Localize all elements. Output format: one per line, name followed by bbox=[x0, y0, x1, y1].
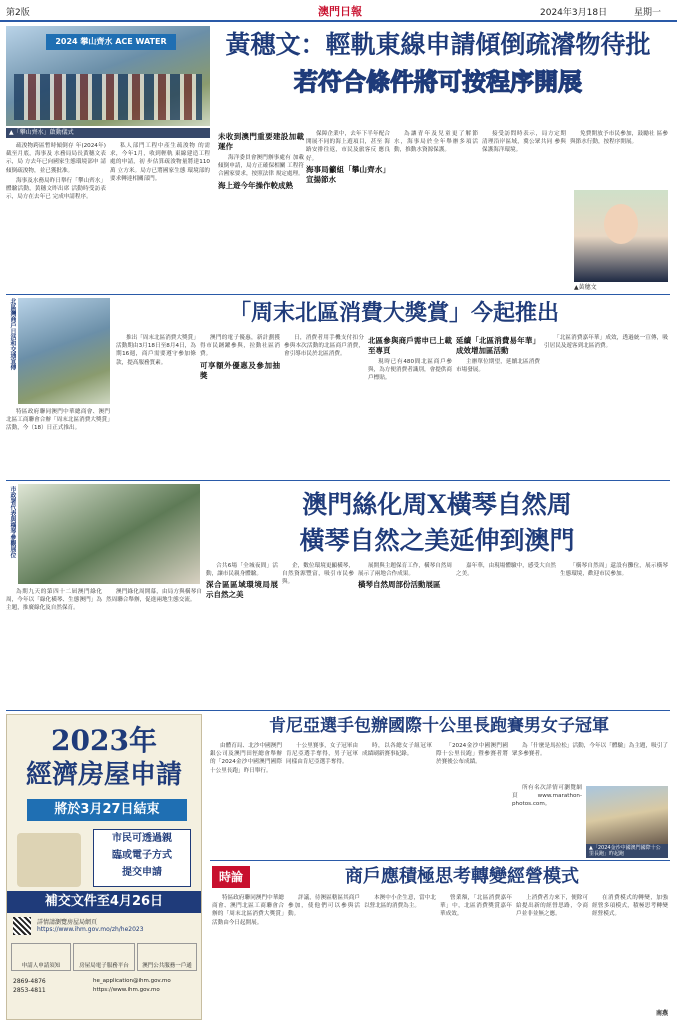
contact-email: he_application@ihm.gov.mo bbox=[93, 978, 171, 984]
article1-subhead1: 未收到澳門重要建設加載運作 bbox=[218, 132, 304, 151]
issue-date: 2024年3月18日 bbox=[540, 8, 608, 18]
article2-subhead2: 北區參與商戶需申已上載至專頁 bbox=[368, 336, 452, 355]
housing-ad-illustration bbox=[17, 833, 81, 887]
article2-subhead1: 可享額外優惠及參加抽獎 bbox=[200, 360, 280, 380]
article4-col1: 由體育局、北沙中國澳門銀公司及澳門田徑總會舉辦的「2024金沙中國澳門國際十公里長跑」昨日舉行。 bbox=[210, 743, 282, 774]
article5-col4: 營業額，「北區消費嘉年華」中，北區消費獎賞嘉年華成效。 bbox=[440, 895, 512, 918]
section-divider bbox=[6, 480, 670, 481]
article4-col5: 為「什麼是馬拉松」活動，今年以「體驗」為主題，吸引了眾多參賽者。 bbox=[512, 743, 668, 758]
portrait-face bbox=[604, 204, 638, 244]
article5-byline: 南燕 bbox=[655, 1010, 668, 1017]
article1-subhead2: 海上遊今年操作較成熟 bbox=[218, 180, 293, 190]
housing-ad-footer: 補交文件至4月26日 bbox=[7, 891, 201, 913]
housing-ad-phones bbox=[13, 977, 93, 995]
housing-ad-contacts bbox=[93, 977, 199, 995]
article2-col1: 特區政府聯同澳門中華總商會、澳門北區工商聯會合辦「周末北區消費大獎賞」活動，今（18）日正式推出。 bbox=[6, 409, 110, 432]
article2-col2: 推出「周末北區消費大獎賞」活動期由3月18日至8月4日，為期16週，商戶需要遵守參加條款，提高服務質素。 bbox=[116, 335, 196, 366]
article4-col3: 時，以各總女子組冠軍成績刷新賽事紀錄。 bbox=[362, 743, 432, 758]
portrait-photo bbox=[574, 190, 668, 282]
article3-col1: 為期九天的第四十二屆澳門綠化周，今年以「綠化橫琴、生態澳門」為主題，推廣綠化及自然保育。 bbox=[6, 589, 102, 612]
housing-ad-url: https://www.ihm.gov.mo/zh/he2023 bbox=[37, 926, 144, 933]
article4-col2: 十公里賽事，女子冠軍由肯尼亞選手奪得，男子冠軍同樣由肯尼亞選手奪得。 bbox=[286, 743, 358, 766]
article3-subhead2: 橫琴自然周部份活動展區 bbox=[358, 580, 441, 590]
article3-subhead1: 深合區區域環境局展示自然之美 bbox=[206, 580, 278, 600]
article1-col2: 私人部門工程中產生疏浚物 的需求，今年1月，收到輕軌 東線建造工程處的申請，初 步估算疏浚物量將達110萬 立方米。局方已將國家生態 環境部的要求轉達相關部門。 bbox=[110, 143, 210, 182]
article1-col7: 免費開放予市民參加，鼓勵社 區參與節水行動，按程序開展。 bbox=[570, 131, 668, 146]
contact-url: https://www.ihm.gov.mo bbox=[93, 987, 160, 993]
commentary-tag: 時論 bbox=[212, 866, 250, 888]
phone-2: 2853-4811 bbox=[13, 987, 46, 994]
article5-col6: 在消費模式的轉變，加強經營多項模式，積極思考轉變經營模式。 bbox=[592, 895, 668, 918]
page-number: 第2版 bbox=[6, 8, 30, 18]
article1-col5: 為讓青年及兒童更了解節 水，海事局於全年舉辦多項活 動，推動水資源保護。 bbox=[394, 131, 478, 154]
article4-photo bbox=[586, 786, 668, 844]
article5-col1: 特區政府聯同澳門中華總商會、澳門北區工商聯會合辦的「周末北區消費大獎賞」活動由今日起開展。 bbox=[212, 895, 284, 926]
article3-col2: 澳門綠化周開幕，由局方與橫琴自然周聯合舉辦，促進兩地生態交流。 bbox=[106, 589, 202, 604]
housing-ad-link1[interactable]: 申請人申請須知 bbox=[11, 943, 71, 971]
article3-col7: 「橫琴自然周」還設有攤位，展示橫琴生態環境，歡迎市民參加。 bbox=[560, 563, 668, 578]
article1-col4: 保障企業中，去年下半年配合 開展不同的海上遊項目，甚至 海路安排往返，市民及旅客反 應良好。 海事局籲組「攀山齊水」宣揚節水 bbox=[306, 131, 390, 184]
article1-col6: 接受訪問時表示，局方定期 清理沿岸區域，冀公眾共同 參與保護海洋環境。 bbox=[482, 131, 566, 154]
article1-col1: 疏浚物跨區暫時傾倒存 年(2024年)截至月底，海事及 水務局局長黃穗文表示，局 方去年已向國家生態環境部申 請傾倒疏浚物，並已獲批准。 海事及水務局昨日舉行「攀山齊水」體驗活動，黃穗文昨出席 活動時受訪表示，局方在去年已 完成申請程序。 bbox=[6, 143, 106, 201]
phone-1: 2869-4876 bbox=[13, 978, 46, 985]
article4-col4: 「2024金沙中國澳門國際十公里長跑」暨參賽者將於賽後公布成績。 bbox=[436, 743, 508, 766]
article4-title: 肯尼亞選手包辦國際十公里長跑賽男女子冠軍 bbox=[269, 716, 609, 736]
article5-title: 商戶應積極思考轉變經營模式 bbox=[345, 866, 579, 887]
page-header bbox=[0, 0, 677, 22]
article1-title: 黃穗文：輕軌東線申請傾倒疏濬物待批 bbox=[225, 30, 651, 59]
article3-col5: 展開與主題保育工作，橫琴自然周展示了兩地合作成果。 橫琴自然周部份活動展區 bbox=[358, 563, 452, 590]
article3-subtitle: 橫琴自然之美延伸到澳門 bbox=[299, 526, 575, 555]
qr-code-icon[interactable] bbox=[13, 917, 31, 935]
article2-col5: 北區參與商戶需申已上載至專頁 現時已有480間北區商戶參與，為方便消費者識別，會提供商戶標貼。 bbox=[368, 336, 452, 382]
section-divider bbox=[6, 710, 670, 711]
housing-ad-box: 市民可透過親 臨或電子方式 提交申請 bbox=[93, 829, 191, 887]
article5-col2: 評議，待澳區轄區其商戶參加，使他們可以參與活動。 bbox=[288, 895, 360, 918]
housing-ad-qr-text: 詳情請瀏覽房屋局網頁 bbox=[37, 919, 98, 926]
article1-col3: 未收到澳門重要建設加載運作 海洋委員會澳門辦事處有 加載傾倒申請，局方正確保相關 工程符合國家要求，按照法律 規定處理。 海上遊今年操作較成熟 bbox=[218, 132, 304, 190]
article4-col6: 所有名次詳情可瀏覽網頁 www.marathon-photos.com。 bbox=[512, 785, 582, 808]
section-divider bbox=[6, 294, 670, 295]
section-divider bbox=[210, 860, 670, 861]
newspaper-brand: 澳門日報 bbox=[318, 5, 362, 18]
housing-ad-link3[interactable]: 澳門公共服務一戶通 bbox=[137, 943, 197, 971]
article3-col4: 企，數位環境更顯橫琴，自然資源豐富，吸引市民參與。 bbox=[282, 563, 354, 586]
housing-ad-link2[interactable]: 房屋局電子服務平台 bbox=[73, 943, 135, 971]
housing-ad-title: 經濟房屋申請 bbox=[25, 760, 182, 790]
event-photo bbox=[6, 26, 210, 126]
article2-side-label: 北區灣商戶日活和交通宣傳 bbox=[9, 298, 16, 370]
article5-col5: 上消費者力來下，便除可給提出新的經營思路，令商戶並非並無之應。 bbox=[516, 895, 588, 918]
article3-side-label: 市政署代表與橫琴參觀展位 bbox=[9, 486, 16, 558]
housing-ad-ribbon: 將於3月27日結束 bbox=[27, 799, 187, 821]
article3-col3: 合共6場「全城夜間」活動，讓市民親身體驗。 深合區區域環境局展示自然之美 bbox=[206, 563, 278, 600]
article1-subtitle: 若符合條件將可按程序開展 bbox=[294, 67, 582, 96]
article1-subhead3: 海事局籲組「攀山齊水」宣揚節水 bbox=[306, 164, 390, 184]
article5-col3: 本澳中小企生意，當中北以營北區的消費為主。 bbox=[364, 895, 436, 910]
article2-photo bbox=[18, 298, 110, 404]
crowd-figures bbox=[14, 74, 202, 120]
portrait-caption: ▲黃穗文 bbox=[574, 284, 597, 291]
article2-subhead3: 延續「北區消費易年華」成效增加區活動 bbox=[456, 336, 540, 355]
event-banner: 2024 攀山齊水 ACE WATER bbox=[46, 34, 176, 50]
housing-ad-year: 2023年 bbox=[51, 724, 157, 757]
article4-photo-caption: ▲「2024金沙中國澳門國際十公里長跑」昨起跑 bbox=[586, 844, 668, 858]
event-photo-caption: ▲「攀山齊水」啟動儀式 bbox=[6, 128, 210, 138]
article3-photo bbox=[18, 484, 200, 584]
article2-col7: 「北區消費嘉年華」成效，透過統一宣傳，吸引居民及遊客到北區消費。 bbox=[544, 335, 668, 350]
issue-weekday: 星期一 bbox=[634, 8, 662, 18]
article3-col6: 嘉年華，由現場體驗中，感受大自然之美。 bbox=[456, 563, 556, 578]
article2-col3: 澳門的電子優惠，新計劃獲得市民踴躍參與，拉動社區消費。 可享額外優惠及參加抽獎 bbox=[200, 335, 280, 380]
article2-col6: 延續「北區消費易年華」成效增加區活動 主辦單位期望，延續北區消費市場發展。 bbox=[456, 336, 540, 374]
article2-col4: 日，消費者用手機支付扣分參與本次活動的北區商戶消費，會引導市民於北區消費。 bbox=[284, 335, 364, 358]
article3-title: 澳門絲化周X橫琴自然周 bbox=[302, 490, 572, 519]
housing-ad bbox=[6, 714, 202, 1020]
article2-title: 「周末北區消費大獎賞」今起推出 bbox=[228, 300, 559, 326]
